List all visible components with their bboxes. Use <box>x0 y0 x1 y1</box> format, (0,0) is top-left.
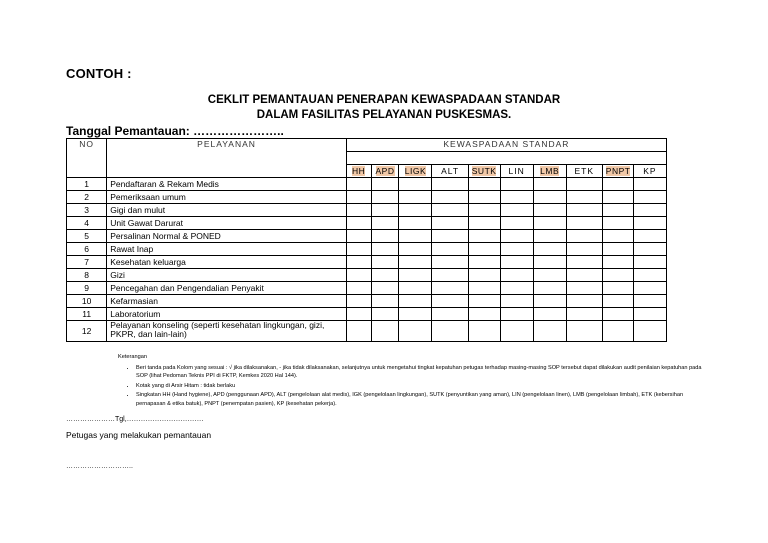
check-cell-sutk[interactable] <box>468 230 500 243</box>
check-cell-lmb[interactable] <box>533 295 566 308</box>
check-cell-sutk[interactable] <box>468 243 500 256</box>
subheader-lmb <box>533 165 566 178</box>
check-cell-kp[interactable] <box>633 243 666 256</box>
tanggal-footer: …………………Tgl,…………………………… <box>66 416 204 423</box>
check-cell-lin[interactable] <box>500 308 533 321</box>
check-cell-kp[interactable] <box>633 178 666 191</box>
table-row <box>67 217 667 230</box>
subheader-label: KP <box>643 166 657 176</box>
check-cell-lin[interactable] <box>500 269 533 282</box>
check-cell-apd[interactable] <box>371 217 399 230</box>
check-cell-lmb[interactable] <box>533 282 566 295</box>
check-cell-etk[interactable] <box>566 295 602 308</box>
notes-list <box>116 364 706 409</box>
check-cell-hh[interactable] <box>346 295 371 308</box>
check-cell-lin[interactable] <box>500 282 533 295</box>
check-cell-kp[interactable] <box>633 295 666 308</box>
table-row <box>67 256 667 269</box>
check-cell-pnpt[interactable] <box>602 269 633 282</box>
check-cell-kp[interactable] <box>633 230 666 243</box>
check-cell-alt[interactable] <box>432 217 468 230</box>
check-cell-lmb[interactable] <box>533 308 566 321</box>
check-cell-etk[interactable] <box>566 282 602 295</box>
row-number: 7 <box>67 256 107 269</box>
check-cell-kp[interactable] <box>633 308 666 321</box>
check-cell-pnpt[interactable] <box>602 308 633 321</box>
check-cell-apd[interactable] <box>371 308 399 321</box>
check-cell-hh[interactable] <box>346 269 371 282</box>
table-row <box>67 230 667 243</box>
check-cell-alt[interactable] <box>432 256 468 269</box>
header-pelayanan: PELAYANAN <box>107 139 347 178</box>
check-cell-sutk[interactable] <box>468 204 500 217</box>
note-bullet-1: • Beri tanda pada Kolom yang sesuai : √ jika dilaksanakan, - jika tidak dilaksanakan, selanjutnya untuk mengetahui tingkat kepatuhan petugas terhadap masing-masing SOP tersebut dapat dilakukan audit penilaian kepatuhan pada SOP (lihat Pedoman Teknis PPI di FKTP, Kemkes 2020 Hal 144). <box>136 364 706 381</box>
check-cell-lin[interactable] <box>500 321 533 342</box>
check-cell-hh[interactable] <box>346 321 371 342</box>
check-cell-etk[interactable] <box>566 321 602 342</box>
check-cell-etk[interactable] <box>566 191 602 204</box>
check-cell-sutk[interactable] <box>468 217 500 230</box>
row-number: 1 <box>67 178 107 191</box>
subheader-sutk <box>468 165 500 178</box>
header-row <box>67 139 667 152</box>
check-cell-pnpt[interactable] <box>602 243 633 256</box>
check-cell-ligk[interactable] <box>399 282 432 295</box>
check-cell-pnpt[interactable] <box>602 256 633 269</box>
check-cell-apd[interactable] <box>371 191 399 204</box>
subheader-kp <box>633 165 666 178</box>
subheader-alt <box>432 165 468 178</box>
check-cell-kp[interactable] <box>633 256 666 269</box>
check-cell-kp[interactable] <box>633 204 666 217</box>
check-cell-hh[interactable] <box>346 308 371 321</box>
tanggal-pemantauan: Tanggal Pemantauan: ………………….. <box>66 124 284 138</box>
table-row <box>67 321 667 342</box>
row-number: 8 <box>67 269 107 282</box>
subheader-label: APD <box>375 166 395 176</box>
row-number: 11 <box>67 308 107 321</box>
note-bullet-2: • Kotak yang di Arsir Hitam : tidak berlaku <box>136 382 706 391</box>
table-row <box>67 191 667 204</box>
check-cell-sutk[interactable] <box>468 308 500 321</box>
subheader-label: LIGK <box>404 166 427 176</box>
header-kewaspadaan: KEWASPADAAN STANDAR <box>346 139 666 152</box>
row-pelayanan: Laboratorium <box>107 308 347 321</box>
check-cell-hh[interactable] <box>346 204 371 217</box>
check-cell-pnpt[interactable] <box>602 295 633 308</box>
check-cell-hh[interactable] <box>346 230 371 243</box>
check-cell-sutk[interactable] <box>468 295 500 308</box>
check-cell-hh[interactable] <box>346 243 371 256</box>
row-number: 4 <box>67 217 107 230</box>
row-number: 3 <box>67 204 107 217</box>
row-pelayanan: Kesehatan keluarga <box>107 256 347 269</box>
subheader-apd <box>371 165 399 178</box>
check-cell-ligk[interactable] <box>399 230 432 243</box>
check-cell-ligk[interactable] <box>399 321 432 342</box>
check-cell-apd[interactable] <box>371 269 399 282</box>
check-cell-kp[interactable] <box>633 217 666 230</box>
row-pelayanan: Gigi dan mulut <box>107 204 347 217</box>
check-cell-lmb[interactable] <box>533 191 566 204</box>
check-cell-ligk[interactable] <box>399 295 432 308</box>
check-cell-alt[interactable] <box>432 308 468 321</box>
check-cell-lmb[interactable] <box>533 204 566 217</box>
check-cell-sutk[interactable] <box>468 282 500 295</box>
check-cell-hh[interactable] <box>346 217 371 230</box>
table-row <box>67 295 667 308</box>
row-number: 5 <box>67 230 107 243</box>
check-cell-lmb[interactable] <box>533 178 566 191</box>
check-cell-pnpt[interactable] <box>602 230 633 243</box>
table-row <box>67 282 667 295</box>
check-cell-lmb[interactable] <box>533 243 566 256</box>
row-pelayanan: Persalinan Normal & PONED <box>107 230 347 243</box>
table-row <box>67 243 667 256</box>
notes <box>116 353 706 409</box>
header-gap <box>346 152 666 165</box>
check-cell-sutk[interactable] <box>468 191 500 204</box>
check-cell-ligk[interactable] <box>399 178 432 191</box>
check-cell-lin[interactable] <box>500 191 533 204</box>
check-cell-pnpt[interactable] <box>602 204 633 217</box>
check-cell-hh[interactable] <box>346 282 371 295</box>
row-number: 12 <box>67 321 107 342</box>
check-cell-alt[interactable] <box>432 178 468 191</box>
row-pelayanan: Pelayanan konseling (seperti kesehatan lingkungan, gizi, PKPR, dan lain-lain) <box>107 321 347 342</box>
check-cell-sutk[interactable] <box>468 256 500 269</box>
check-cell-alt[interactable] <box>432 191 468 204</box>
subheader-lin <box>500 165 533 178</box>
note-bullet-3: • Singkatan HH (Hand hygiene), APD (penggunaan APD), ALT (pengelolaan alat medis), IGK (pengelolaan lingkungan), SUTK (penyuntikan yang aman), LIN (pengelolaan linen), LMB (pengelolaan limbah), ETK (kebersihan pernapasan & etika batuk), PNPT (penempatan pasien), KP (kesehatan pekerja). <box>136 391 706 408</box>
subheader-label: HH <box>352 166 366 176</box>
check-cell-alt[interactable] <box>432 243 468 256</box>
check-cell-hh[interactable] <box>346 178 371 191</box>
check-cell-kp[interactable] <box>633 282 666 295</box>
subheader-hh <box>346 165 371 178</box>
title-line-2: DALAM FASILITAS PELAYANAN PUSKESMAS. <box>256 109 512 121</box>
check-cell-alt[interactable] <box>432 295 468 308</box>
check-cell-apd[interactable] <box>371 178 399 191</box>
check-cell-lin[interactable] <box>500 217 533 230</box>
check-cell-ligk[interactable] <box>399 308 432 321</box>
row-pelayanan: Pencegahan dan Pengendalian Penyakit <box>107 282 347 295</box>
check-cell-lin[interactable] <box>500 243 533 256</box>
check-cell-lmb[interactable] <box>533 321 566 342</box>
check-cell-kp[interactable] <box>633 269 666 282</box>
title-line-1: CEKLIT PEMANTAUAN PENERAPAN KEWASPADAAN STANDAR <box>207 94 561 106</box>
check-cell-lmb[interactable] <box>533 217 566 230</box>
check-cell-ligk[interactable] <box>399 269 432 282</box>
check-cell-etk[interactable] <box>566 178 602 191</box>
signature-line: ……………………….. <box>66 463 133 470</box>
subheader-label: ALT <box>441 166 460 176</box>
check-cell-ligk[interactable] <box>399 256 432 269</box>
petugas-label: Petugas yang melakukan pemantauan <box>66 430 212 440</box>
check-cell-hh[interactable] <box>346 256 371 269</box>
check-cell-kp[interactable] <box>633 321 666 342</box>
check-cell-alt[interactable] <box>432 230 468 243</box>
check-cell-etk[interactable] <box>566 230 602 243</box>
check-cell-alt[interactable] <box>432 204 468 217</box>
check-cell-ligk[interactable] <box>399 191 432 204</box>
check-cell-ligk[interactable] <box>399 204 432 217</box>
check-cell-pnpt[interactable] <box>602 178 633 191</box>
check-cell-apd[interactable] <box>371 230 399 243</box>
subheader-label: SUTK <box>471 166 497 176</box>
check-cell-apd[interactable] <box>371 243 399 256</box>
subheader-label: LMB <box>540 166 560 176</box>
check-cell-pnpt[interactable] <box>602 282 633 295</box>
check-cell-sutk[interactable] <box>468 178 500 191</box>
table-row <box>67 269 667 282</box>
subheader-pnpt <box>602 165 633 178</box>
row-pelayanan: Unit Gawat Darurat <box>107 217 347 230</box>
keterangan-label: Keterangan <box>118 354 147 360</box>
check-cell-lmb[interactable] <box>533 269 566 282</box>
subheader-label: PNPT <box>605 166 631 176</box>
check-cell-apd[interactable] <box>371 321 399 342</box>
check-cell-ligk[interactable] <box>399 243 432 256</box>
subheader-ligk <box>399 165 432 178</box>
row-pelayanan: Pendaftaran & Rekam Medis <box>107 178 347 191</box>
check-cell-pnpt[interactable] <box>602 191 633 204</box>
subheader-label: LIN <box>508 166 525 176</box>
row-pelayanan: Kefarmasian <box>107 295 347 308</box>
contoh-label: CONTOH : <box>66 66 132 81</box>
row-pelayanan: Rawat Inap <box>107 243 347 256</box>
checklist-table <box>66 138 667 342</box>
subheader-etk <box>566 165 602 178</box>
check-cell-alt[interactable] <box>432 269 468 282</box>
header-no: NO <box>67 139 107 178</box>
check-cell-etk[interactable] <box>566 217 602 230</box>
row-number: 6 <box>67 243 107 256</box>
check-cell-pnpt[interactable] <box>602 321 633 342</box>
check-cell-apd[interactable] <box>371 295 399 308</box>
check-cell-ligk[interactable] <box>399 217 432 230</box>
table-row <box>67 204 667 217</box>
subheader-label: ETK <box>574 166 594 176</box>
table-row <box>67 178 667 191</box>
check-cell-alt[interactable] <box>432 282 468 295</box>
check-cell-lin[interactable] <box>500 295 533 308</box>
table-row <box>67 308 667 321</box>
check-cell-etk[interactable] <box>566 243 602 256</box>
check-cell-lmb[interactable] <box>533 230 566 243</box>
row-number: 10 <box>67 295 107 308</box>
check-cell-etk[interactable] <box>566 204 602 217</box>
check-cell-lin[interactable] <box>500 256 533 269</box>
row-pelayanan: Pemeriksaan umum <box>107 191 347 204</box>
check-cell-apd[interactable] <box>371 282 399 295</box>
check-cell-lmb[interactable] <box>533 256 566 269</box>
check-cell-sutk[interactable] <box>468 269 500 282</box>
check-cell-apd[interactable] <box>371 204 399 217</box>
check-cell-sutk[interactable] <box>468 321 500 342</box>
check-cell-etk[interactable] <box>566 256 602 269</box>
row-pelayanan: Gizi <box>107 269 347 282</box>
check-cell-lin[interactable] <box>500 178 533 191</box>
check-cell-lin[interactable] <box>500 230 533 243</box>
row-number: 2 <box>67 191 107 204</box>
check-cell-lin[interactable] <box>500 204 533 217</box>
check-cell-hh[interactable] <box>346 191 371 204</box>
check-cell-etk[interactable] <box>566 269 602 282</box>
row-number: 9 <box>67 282 107 295</box>
check-cell-kp[interactable] <box>633 191 666 204</box>
check-cell-alt[interactable] <box>432 321 468 342</box>
check-cell-etk[interactable] <box>566 308 602 321</box>
check-cell-apd[interactable] <box>371 256 399 269</box>
check-cell-pnpt[interactable] <box>602 217 633 230</box>
